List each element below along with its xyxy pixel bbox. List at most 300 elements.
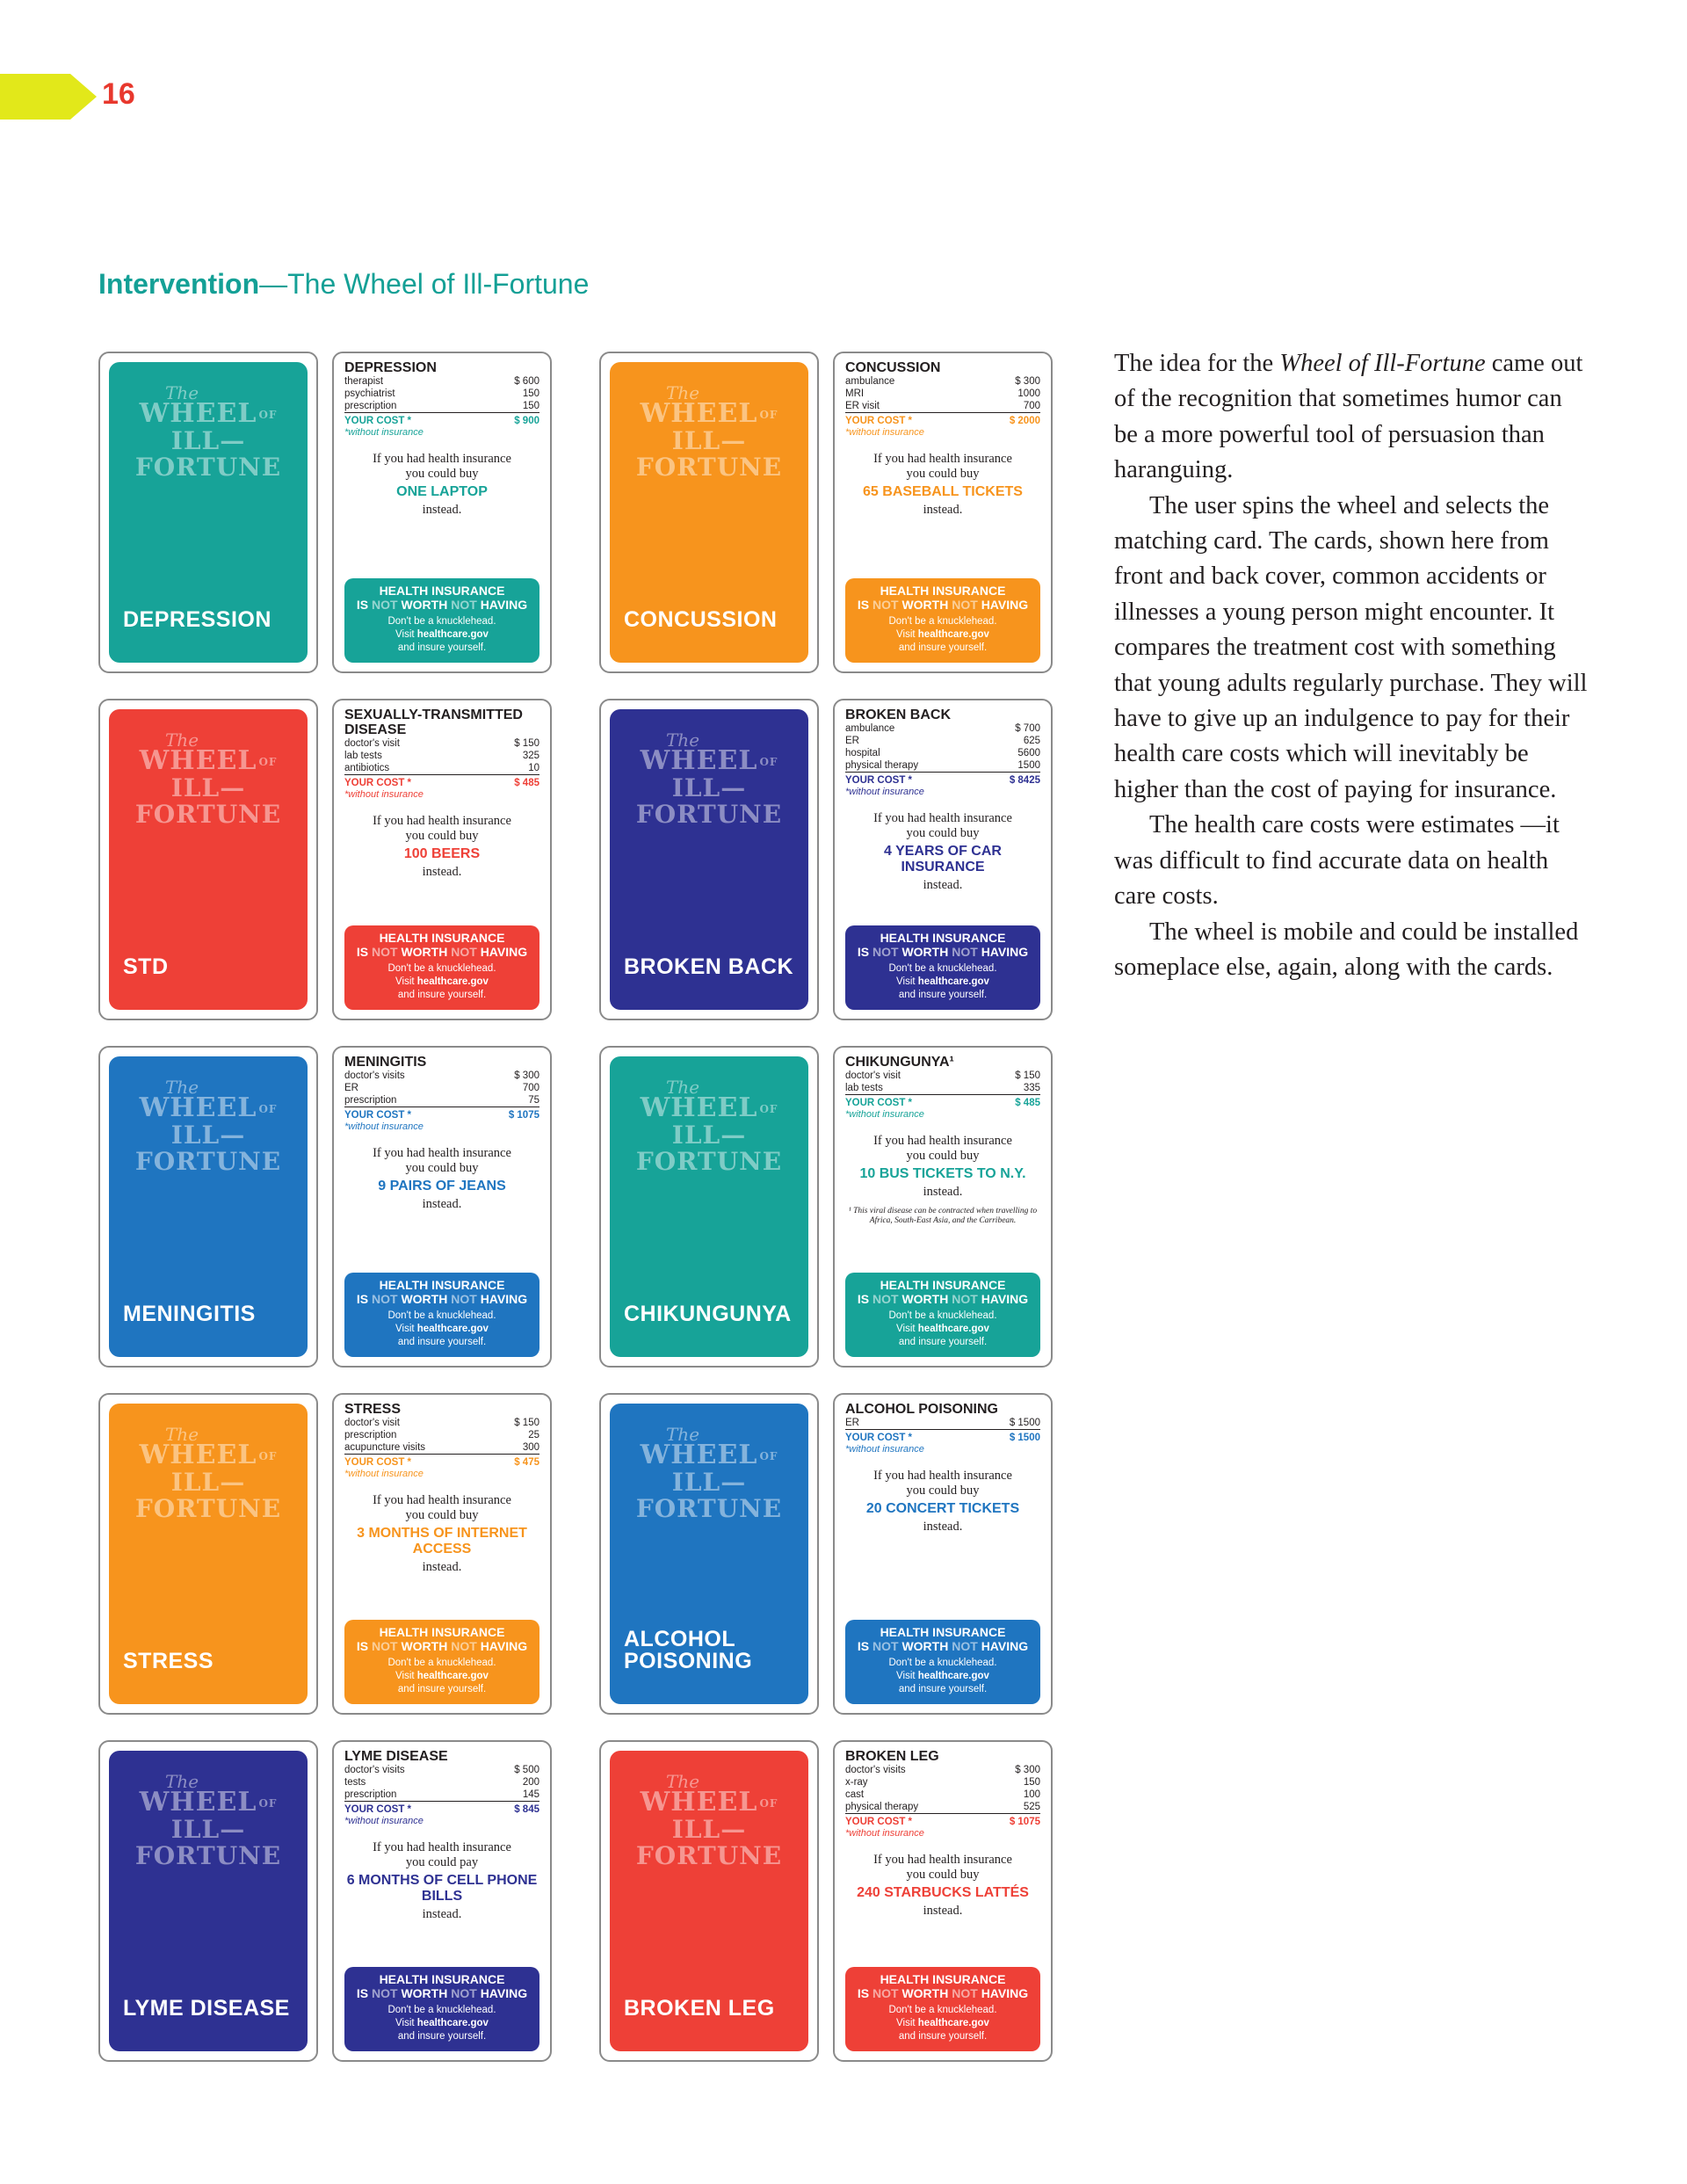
cost-item xyxy=(845,1801,1040,1814)
body-p1-start: The idea for the xyxy=(1114,350,1280,377)
cta-visit: Visit xyxy=(896,2018,916,2028)
cta-line-3: Don't be a knucklehead. xyxy=(387,963,496,974)
card-back[interactable] xyxy=(332,1046,552,1368)
logo-ill-fortune: ILL—FORTUNE xyxy=(635,426,783,482)
without-insurance-note: *without insurance xyxy=(845,427,924,438)
cta-not-2: NOT xyxy=(952,1986,978,2000)
cta-having: HAVING xyxy=(480,945,528,959)
wheel-logo xyxy=(610,1079,808,1175)
pitch-instead: instead. xyxy=(422,1197,462,1211)
body-p1-title: Wheel of Ill-Fortune xyxy=(1279,350,1486,377)
card-front-panel xyxy=(109,1751,308,2051)
cost-item xyxy=(344,1789,539,1802)
cost-item-label: prescription xyxy=(344,1095,397,1106)
your-cost-row xyxy=(344,777,539,789)
cta-worth: WORTH xyxy=(901,1639,949,1653)
cta-not-2: NOT xyxy=(451,1639,477,1653)
cta-is: IS xyxy=(857,598,870,612)
card-front[interactable] xyxy=(98,1393,318,1715)
cost-item-label: ER xyxy=(845,1418,859,1428)
cost-item xyxy=(344,1417,539,1429)
card-back-content xyxy=(344,1749,539,2051)
card-front-panel xyxy=(109,1056,308,1357)
your-cost-amount: $ 8425 xyxy=(1009,775,1040,786)
cta-line-3: Don't be a knucklehead. xyxy=(387,1310,496,1321)
your-cost-row xyxy=(344,1109,539,1121)
without-insurance-note: *without insurance xyxy=(344,1816,424,1826)
cost-item-amount: 100 xyxy=(1023,1789,1040,1800)
cost-item-label: cast xyxy=(845,1789,865,1800)
cost-item-label: lab tests xyxy=(845,1083,883,1093)
cost-item-label: prescription xyxy=(344,1430,397,1440)
cta-line-4 xyxy=(344,1670,539,1683)
logo-wheel-word: WHEEL xyxy=(139,398,257,429)
cta-worth: WORTH xyxy=(901,945,949,959)
purchase-item: 9 PAIRS OF JEANS xyxy=(378,1179,506,1194)
cta-not-2: NOT xyxy=(451,1986,477,2000)
cost-item xyxy=(344,1094,539,1107)
cta-line-2 xyxy=(344,598,539,612)
cta-worth: WORTH xyxy=(901,1292,949,1306)
your-cost-label: YOUR COST * xyxy=(845,416,913,426)
pitch-line-1: If you had health insurance xyxy=(873,811,1012,825)
card-pair xyxy=(98,1393,580,1715)
body-paragraph-3: The health care costs were estimates —it was difficult to find accurate data on health care costs. xyxy=(1114,811,1560,911)
cta-line-1: HEALTH INSURANCE xyxy=(880,1625,1006,1639)
card-front[interactable] xyxy=(599,352,819,673)
logo-wheel xyxy=(109,1092,308,1123)
card-front-label: LYME DISEASE xyxy=(123,1996,290,2021)
card-back-title: MENINGITIS xyxy=(344,1055,427,1070)
cta-line-4 xyxy=(845,628,1040,642)
your-cost-label: YOUR COST * xyxy=(344,416,412,426)
cta-line-2 xyxy=(845,1986,1040,2000)
logo-the: The xyxy=(665,1077,700,1098)
cta-line-1: HEALTH INSURANCE xyxy=(880,584,1006,598)
without-insurance-note: *without insurance xyxy=(344,1121,424,1132)
insurance-cta xyxy=(344,1273,539,1357)
logo-of: OF xyxy=(759,1103,778,1115)
cost-item-label: acupuncture visits xyxy=(344,1442,426,1453)
cta-line-2 xyxy=(845,945,1040,959)
card-back-title: DEPRESSION xyxy=(344,360,437,375)
section-title-rest: —The Wheel of Ill-Fortune xyxy=(259,268,590,300)
card-back[interactable] xyxy=(332,699,552,1020)
cta-not-2: NOT xyxy=(952,598,978,612)
card-front[interactable] xyxy=(599,1740,819,2062)
card-pitch xyxy=(845,1469,1040,1535)
card-back-content xyxy=(344,1402,539,1704)
cta-having: HAVING xyxy=(981,945,1029,959)
cost-item-amount: 525 xyxy=(1023,1802,1040,1812)
cta-line-5: and insure yourself. xyxy=(898,642,988,653)
card-front-label: MENINGITIS xyxy=(123,1302,256,1326)
cta-having: HAVING xyxy=(480,1986,528,2000)
cost-item xyxy=(344,1082,539,1094)
cta-not: NOT xyxy=(372,945,398,959)
card-back-content xyxy=(344,707,539,1010)
cta-line-4 xyxy=(845,976,1040,989)
pitch-line-2: you could buy xyxy=(906,467,980,481)
without-insurance-note: *without insurance xyxy=(344,1469,424,1479)
card-back-title: LYME DISEASE xyxy=(344,1749,448,1764)
cost-item xyxy=(344,1441,539,1455)
cta-line-2 xyxy=(344,945,539,959)
card-back[interactable] xyxy=(332,1740,552,2062)
cta-not-2: NOT xyxy=(451,598,477,612)
cost-item xyxy=(344,762,539,775)
logo-of: OF xyxy=(258,409,278,421)
logo-the: The xyxy=(665,1771,700,1792)
cta-line-2 xyxy=(344,1292,539,1306)
cost-item-amount: 700 xyxy=(522,1083,539,1093)
cta-site-link[interactable]: healthcare.gov xyxy=(416,1324,489,1334)
cta-worth: WORTH xyxy=(401,1986,448,2000)
body-text xyxy=(1114,346,1589,985)
card-front-label: BROKEN LEG xyxy=(624,1996,775,2021)
cta-is: IS xyxy=(356,945,369,959)
without-insurance-note: *without insurance xyxy=(845,1828,924,1839)
card-back-content xyxy=(344,360,539,663)
body-p1-end: came out of the recognition that sometimes humor can be a more powerful tool of persuasion than haranguing. xyxy=(1114,350,1583,484)
your-cost-label: YOUR COST * xyxy=(845,775,913,786)
cost-item-amount: 75 xyxy=(528,1095,539,1106)
insurance-cta xyxy=(845,1967,1040,2051)
logo-the: The xyxy=(665,382,700,403)
card-front-label: BROKEN BACK xyxy=(624,954,793,979)
logo-ill-fortune: ILL—FORTUNE xyxy=(134,426,282,482)
cost-item-amount: 5600 xyxy=(1017,748,1040,758)
cost-item xyxy=(845,747,1040,759)
cost-item-amount: 1000 xyxy=(1017,388,1040,399)
logo-wheel-word: WHEEL xyxy=(139,1440,257,1470)
wheel-logo xyxy=(610,1426,808,1522)
cost-item-amount: $ 700 xyxy=(1015,723,1040,734)
your-cost-label: YOUR COST * xyxy=(845,1433,913,1443)
cta-is: IS xyxy=(857,1292,870,1306)
cta-is: IS xyxy=(356,1292,369,1306)
card-back[interactable] xyxy=(332,1393,552,1715)
card-back[interactable] xyxy=(833,1740,1053,2062)
card-pitch xyxy=(344,1840,539,1922)
wheel-logo xyxy=(109,1426,308,1522)
body-paragraph-2: The user spins the wheel and selects the matching card. The cards, shown here from front and back cover, common accidents or illnesses a young person might encounter. It compares the treatment cost with something that young adults regularly purchase. They will have to give up an indulgence to pay for their health care costs which will inevitably be higher than the cost of paying for insurance. xyxy=(1114,491,1588,803)
cta-line-5: and insure yourself. xyxy=(898,2031,988,2042)
pitch-line-1: If you had health insurance xyxy=(373,452,511,466)
cta-not: NOT xyxy=(872,1639,899,1653)
purchase-item: 3 MONTHS OF INTERNET ACCESS xyxy=(357,1526,527,1556)
pitch-instead: instead. xyxy=(923,1904,963,1918)
your-cost-row xyxy=(845,774,1040,787)
cta-not: NOT xyxy=(872,598,899,612)
cost-item xyxy=(845,722,1040,735)
pitch-instead: instead. xyxy=(422,503,462,517)
logo-wheel xyxy=(610,398,808,429)
cta-not: NOT xyxy=(372,1986,398,2000)
cost-item-amount: 200 xyxy=(522,1777,539,1788)
purchase-item: 10 BUS TICKETS TO N.Y. xyxy=(859,1166,1026,1181)
cost-item-amount: 145 xyxy=(522,1789,539,1800)
wheel-logo xyxy=(109,382,308,482)
your-cost-amount: $ 1075 xyxy=(508,1110,539,1121)
cost-item-label: doctor's visits xyxy=(344,1765,405,1775)
pitch-line-1: If you had health insurance xyxy=(373,1146,511,1160)
cost-item-label: doctor's visit xyxy=(344,1418,400,1428)
pitch-line-2: you could buy xyxy=(906,826,980,840)
card-pair xyxy=(599,1046,1081,1368)
cost-item xyxy=(344,1429,539,1441)
your-cost-row xyxy=(845,415,1040,427)
card-pitch xyxy=(845,452,1040,518)
logo-the: The xyxy=(164,729,199,751)
cost-item xyxy=(344,750,539,762)
cost-item xyxy=(845,1764,1040,1776)
cost-item-label: therapist xyxy=(344,376,384,387)
logo-wheel-word: WHEEL xyxy=(139,1787,257,1818)
section-title xyxy=(98,268,589,301)
card-back[interactable] xyxy=(833,699,1053,1020)
insurance-cta xyxy=(344,578,539,663)
cta-line-4 xyxy=(344,2017,539,2030)
cta-not: NOT xyxy=(872,1986,899,2000)
card-front[interactable] xyxy=(599,699,819,1020)
cost-item xyxy=(344,1070,539,1082)
logo-wheel xyxy=(610,1092,808,1123)
pitch-line-2: you could buy xyxy=(906,1868,980,1882)
cost-item-label: ambulance xyxy=(845,723,895,734)
cost-item-label: doctor's visits xyxy=(344,1070,405,1081)
card-back[interactable] xyxy=(833,1393,1053,1715)
your-cost-amount: $ 1500 xyxy=(1009,1433,1040,1443)
cta-is: IS xyxy=(857,1639,870,1653)
cta-having: HAVING xyxy=(480,598,528,612)
cta-line-1: HEALTH INSURANCE xyxy=(880,1278,1006,1292)
page-number: 16 xyxy=(102,77,135,111)
logo-of: OF xyxy=(759,1450,778,1462)
cta-line-2 xyxy=(344,1639,539,1653)
logo-of: OF xyxy=(258,756,278,768)
cta-site-link[interactable]: healthcare.gov xyxy=(416,629,489,640)
insurance-cta xyxy=(845,925,1040,1010)
card-front[interactable] xyxy=(98,699,318,1020)
cost-item xyxy=(344,375,539,388)
cta-not-2: NOT xyxy=(952,1292,978,1306)
cta-line-3: Don't be a knucklehead. xyxy=(387,2005,496,2015)
card-front-label: CHIKUNGUNYA xyxy=(624,1302,792,1326)
card-back-content xyxy=(845,1055,1040,1357)
pitch-line-1: If you had health insurance xyxy=(873,1853,1012,1867)
pitch-line-2: you could buy xyxy=(405,829,479,843)
cta-line-5: and insure yourself. xyxy=(898,1684,988,1694)
cta-visit: Visit xyxy=(896,976,916,987)
cost-item-amount: 700 xyxy=(1023,401,1040,411)
cost-item-amount: 300 xyxy=(522,1442,539,1453)
cost-item xyxy=(344,1776,539,1789)
logo-ill-fortune: ILL—FORTUNE xyxy=(635,773,783,829)
card-back[interactable] xyxy=(332,352,552,673)
cost-item-amount: $ 150 xyxy=(514,1418,539,1428)
card-back-title: ALCOHOL POISONING xyxy=(845,1402,998,1417)
cta-visit: Visit xyxy=(395,976,415,987)
cta-line-3: Don't be a knucklehead. xyxy=(888,616,997,627)
cta-site-link[interactable]: healthcare.gov xyxy=(416,2018,489,2028)
card-front-label: ALCOHOL POISONING xyxy=(624,1627,753,1673)
card-front[interactable] xyxy=(599,1393,819,1715)
card-front-label: CONCUSSION xyxy=(624,607,778,632)
logo-ill-fortune: ILL—FORTUNE xyxy=(134,1121,282,1176)
insurance-cta xyxy=(344,1620,539,1704)
logo-of: OF xyxy=(258,1103,278,1115)
logo-of: OF xyxy=(258,1797,278,1810)
card-pair xyxy=(599,1740,1081,2062)
your-cost-label: YOUR COST * xyxy=(344,1110,412,1121)
logo-of: OF xyxy=(759,756,778,768)
cta-line-1: HEALTH INSURANCE xyxy=(379,1625,505,1639)
logo-the: The xyxy=(164,382,199,403)
pitch-line-1: If you had health insurance xyxy=(373,1840,511,1854)
cta-having: HAVING xyxy=(981,1986,1029,2000)
cost-item xyxy=(344,388,539,400)
cta-site-link[interactable]: healthcare.gov xyxy=(416,976,489,987)
card-front-panel xyxy=(610,1404,808,1704)
your-cost-row xyxy=(344,1456,539,1469)
cta-line-5: and insure yourself. xyxy=(397,1337,487,1347)
cta-line-5: and insure yourself. xyxy=(898,1337,988,1347)
cta-visit: Visit xyxy=(896,629,916,640)
without-insurance-note: *without insurance xyxy=(344,427,424,438)
your-cost-row xyxy=(344,1803,539,1816)
cta-site-link[interactable]: healthcare.gov xyxy=(416,1671,489,1681)
cta-site-link[interactable]: healthcare.gov xyxy=(917,1324,989,1334)
insurance-cta xyxy=(845,1273,1040,1357)
card-front[interactable] xyxy=(98,1740,318,2062)
card-front-panel xyxy=(109,1404,308,1704)
cta-not: NOT xyxy=(872,1292,899,1306)
cost-item-label: ER visit xyxy=(845,401,880,411)
cta-site-link[interactable]: healthcare.gov xyxy=(917,2018,989,2028)
card-front[interactable] xyxy=(98,1046,318,1368)
purchase-item: 20 CONCERT TICKETS xyxy=(865,1501,1020,1516)
card-footnote: ¹ This viral disease can be contracted when travelling to Africa, South-East Asia, and the Carribean. xyxy=(848,1207,1038,1225)
card-front[interactable] xyxy=(98,352,318,673)
cost-item-amount: 150 xyxy=(1023,1777,1040,1788)
your-cost-amount: $ 1075 xyxy=(1009,1817,1040,1827)
logo-wheel xyxy=(109,1789,308,1817)
card-front-panel xyxy=(109,362,308,663)
cta-site-link[interactable]: healthcare.gov xyxy=(917,1671,989,1681)
cta-not: NOT xyxy=(872,945,899,959)
card-pitch xyxy=(344,814,539,880)
cost-item-amount: 325 xyxy=(522,751,539,761)
card-pitch xyxy=(344,452,539,518)
cta-line-1: HEALTH INSURANCE xyxy=(379,584,505,598)
your-cost-label: YOUR COST * xyxy=(845,1098,913,1108)
your-cost-label: YOUR COST * xyxy=(845,1817,913,1827)
cta-having: HAVING xyxy=(480,1639,528,1653)
body-paragraph-4: The wheel is mobile and could be installed someplace else, again, along with the cards. xyxy=(1114,918,1579,981)
cta-visit: Visit xyxy=(896,1324,916,1334)
card-back-title: BROKEN LEG xyxy=(845,1749,939,1764)
card-back-title: STRESS xyxy=(344,1402,402,1417)
logo-wheel xyxy=(109,745,308,776)
pitch-instead: instead. xyxy=(422,865,462,879)
cta-line-4 xyxy=(344,976,539,989)
cost-item xyxy=(845,1082,1040,1095)
cost-item-label: lab tests xyxy=(344,751,382,761)
logo-the: The xyxy=(164,1077,199,1098)
your-cost-label: YOUR COST * xyxy=(344,1457,412,1468)
pitch-instead: instead. xyxy=(923,503,963,517)
cta-is: IS xyxy=(857,945,870,959)
cta-line-1: HEALTH INSURANCE xyxy=(379,1278,505,1292)
card-back-content xyxy=(845,1402,1040,1704)
logo-the: The xyxy=(665,729,700,751)
cost-item xyxy=(845,759,1040,773)
cta-line-3: Don't be a knucklehead. xyxy=(888,963,997,974)
cost-item-amount: 150 xyxy=(522,401,539,411)
purchase-item: 240 STARBUCKS LATTÉS xyxy=(857,1885,1029,1900)
logo-ill-fortune: ILL—FORTUNE xyxy=(134,1468,282,1523)
logo-ill-fortune: ILL—FORTUNE xyxy=(635,1815,783,1870)
your-cost-amount: $ 475 xyxy=(514,1457,539,1468)
your-cost-row xyxy=(845,1097,1040,1109)
logo-ill-fortune: ILL—FORTUNE xyxy=(134,1815,282,1870)
card-back[interactable] xyxy=(833,1046,1053,1368)
logo-ill-fortune: ILL—FORTUNE xyxy=(635,1468,783,1523)
pitch-line-2: you could buy xyxy=(906,1484,980,1498)
card-back-content xyxy=(845,360,1040,663)
your-cost-amount: $ 485 xyxy=(1015,1098,1040,1108)
logo-of: OF xyxy=(258,1450,278,1462)
purchase-item: 6 MONTHS OF CELL PHONE BILLS xyxy=(346,1873,538,1904)
logo-wheel-word: WHEEL xyxy=(640,398,758,429)
cost-item xyxy=(845,375,1040,388)
cta-line-3: Don't be a knucklehead. xyxy=(387,1658,496,1668)
cta-having: HAVING xyxy=(981,598,1029,612)
card-front-panel xyxy=(109,709,308,1010)
card-pitch xyxy=(845,1853,1040,1919)
wheel-logo xyxy=(610,382,808,482)
purchase-item: 100 BEERS xyxy=(403,846,481,861)
card-pitch xyxy=(845,1134,1040,1200)
card-back-title: BROKEN BACK xyxy=(845,707,951,722)
cta-line-4 xyxy=(344,1323,539,1336)
card-back[interactable] xyxy=(833,352,1053,673)
card-front[interactable] xyxy=(599,1046,819,1368)
cta-line-5: and insure yourself. xyxy=(898,990,988,1000)
cta-site-link[interactable]: healthcare.gov xyxy=(917,976,989,987)
wheel-logo xyxy=(109,1771,308,1870)
cta-site-link[interactable]: healthcare.gov xyxy=(917,629,989,640)
cost-item xyxy=(845,1070,1040,1082)
logo-wheel-word: WHEEL xyxy=(139,745,257,776)
card-front-panel xyxy=(610,1751,808,2051)
wheel-logo xyxy=(109,1079,308,1175)
insurance-cta xyxy=(344,925,539,1010)
cta-visit: Visit xyxy=(395,1671,415,1681)
cost-item-label: prescription xyxy=(344,401,397,411)
cost-item-amount: $ 1500 xyxy=(1009,1418,1040,1428)
cta-line-1: HEALTH INSURANCE xyxy=(880,931,1006,945)
cost-item-amount: 150 xyxy=(522,388,539,399)
without-insurance-note: *without insurance xyxy=(344,789,424,800)
cta-line-3: Don't be a knucklehead. xyxy=(387,616,496,627)
pitch-line-2: you could buy xyxy=(405,467,479,481)
cost-item-label: psychiatrist xyxy=(344,388,395,399)
cost-item-label: doctor's visit xyxy=(845,1070,901,1081)
cost-item-label: ER xyxy=(344,1083,358,1093)
cta-is: IS xyxy=(857,1986,870,2000)
